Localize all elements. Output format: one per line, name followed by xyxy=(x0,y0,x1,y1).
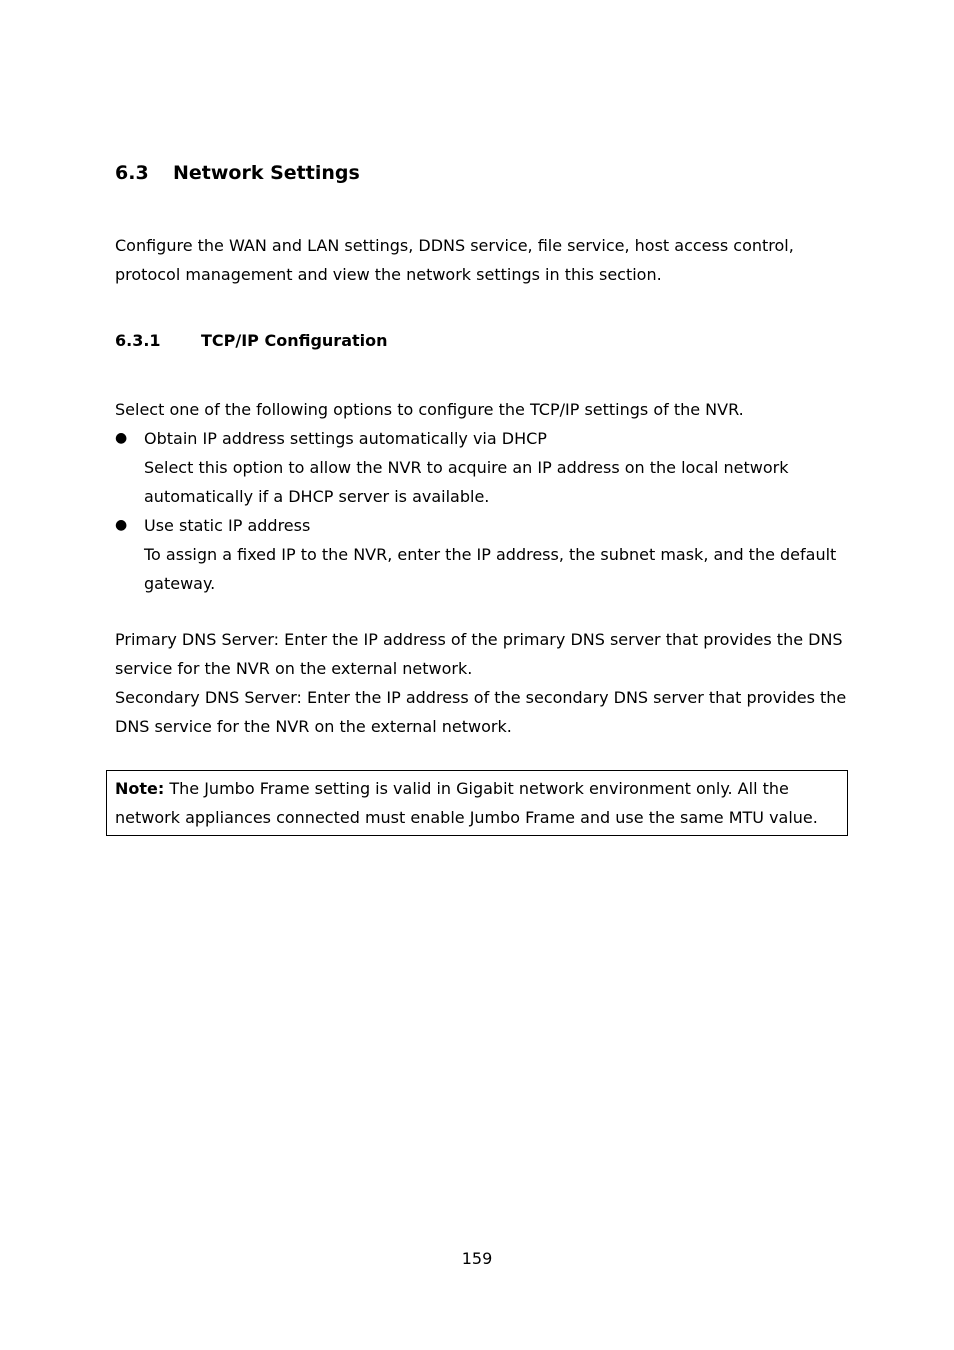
option-description: To assign a fixed IP to the NVR, enter the IP address, the subnet mask, and the default gateway. xyxy=(144,545,837,593)
note-label: Note: xyxy=(115,779,165,798)
list-item xyxy=(115,511,850,598)
note-text: The Jumbo Frame setting is valid in Gigabit network environment only. All the network appliances connected must enable Jumbo Frame and use the same MTU value. xyxy=(115,779,818,827)
dns-section xyxy=(115,625,850,741)
note-box xyxy=(106,770,848,836)
options-list xyxy=(115,424,850,598)
subsection-lead: Select one of the following options to configure the TCP/IP settings of the NVR. xyxy=(115,400,744,419)
option-label: Use static IP address xyxy=(144,516,311,535)
section-title: Network Settings xyxy=(173,162,360,184)
section-intro: Configure the WAN and LAN settings, DDNS service, file service, host access control, protocol management and view the network settings in this section. xyxy=(115,236,794,284)
dns-secondary-text: Secondary DNS Server: Enter the IP address of the secondary DNS server that provides the DNS service for the NVR on the external network. xyxy=(115,688,847,736)
page-number: 159 xyxy=(461,1249,493,1268)
subsection-number: 6.3.1 xyxy=(115,331,161,350)
subsection-heading xyxy=(115,330,388,352)
bullet-icon: ● xyxy=(115,517,128,533)
section-heading xyxy=(115,160,360,186)
option-description: Select this option to allow the NVR to acquire an IP address on the local network automatically if a DHCP server is available. xyxy=(144,458,789,506)
dns-primary-text: Primary DNS Server: Enter the IP address of the primary DNS server that provides the DNS service for the NVR on the external network. xyxy=(115,630,843,678)
option-label: Obtain IP address settings automatically via DHCP xyxy=(144,429,547,448)
subsection-title: TCP/IP Configuration xyxy=(201,331,388,350)
list-item xyxy=(115,424,850,511)
bullet-icon: ● xyxy=(115,430,128,446)
section-number: 6.3 xyxy=(115,162,149,184)
